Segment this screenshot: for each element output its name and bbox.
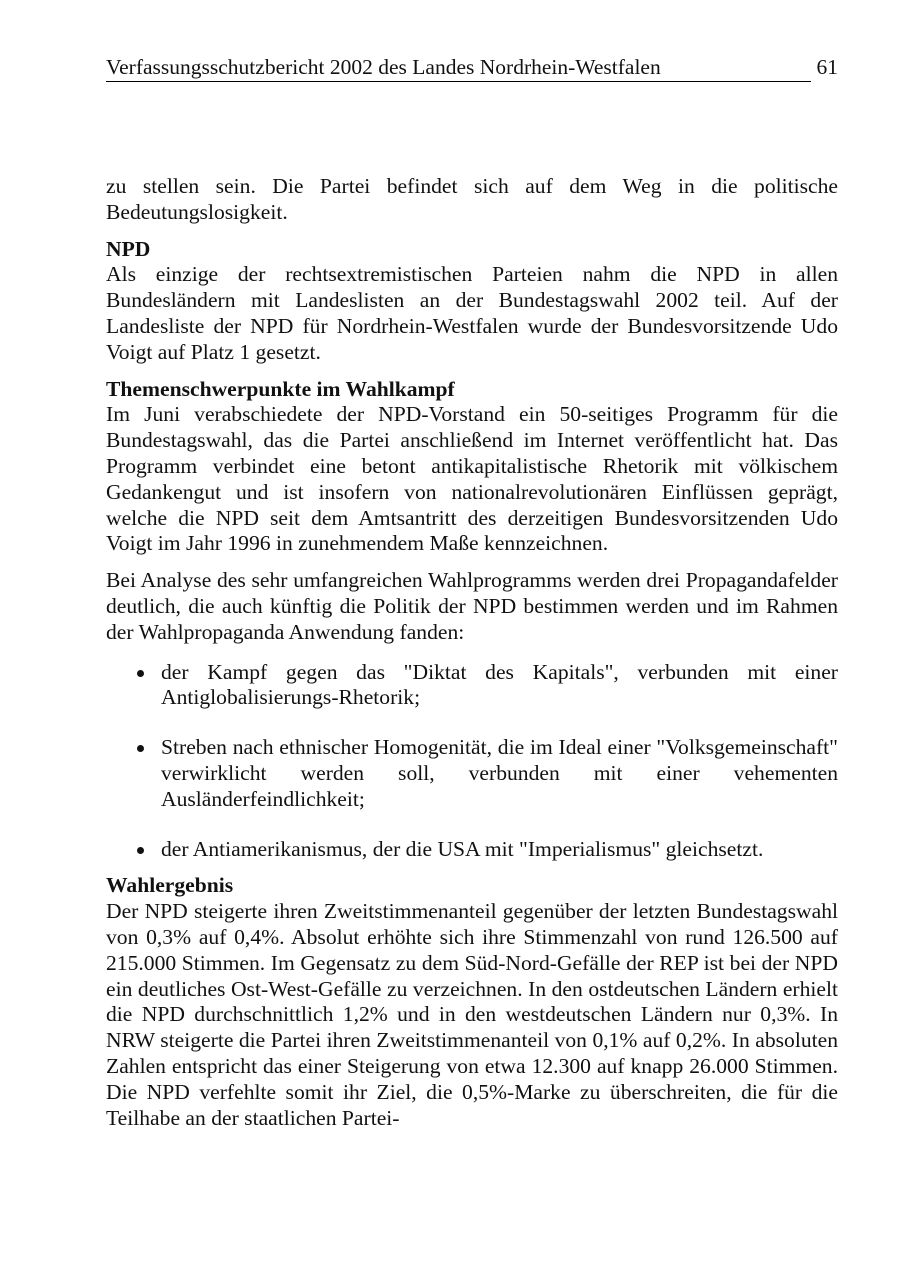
themen-heading: Themenschwerpunkte im Wahlkampf [106,376,455,401]
wahlergebnis-heading: Wahlergebnis [106,873,234,898]
npd-paragraph: Als einzige der rechtsextremistischen Parteien nahm die NPD in allen Bundesländern mit Landeslisten an der Bundestagswahl 2002 teil. Auf der Landesliste der NPD für Nordrhein-Westfalen wurde der Bundesvorsitzende Udo Voigt auf Platz 1 gesetzt. [106,262,838,364]
running-header-title: Verfassungsschutzbericht 2002 des Landes Nordrhein-Westfalen [106,55,661,79]
themen-paragraph-1: Im Juni verabschiedete der NPD-Vorstand ein 50-seitiges Programm für die Bundestagswahl, das die Partei anschließend im Internet veröffentlicht hat. Das Programm verbindet eine betont antikapitalistische Rhetorik mit völkischem Gedankengut und ist insofern von nationalrevolutionären Einflüssen geprägt, welche die NPD seit dem Amtsantritt des derzeitigen Bundesvorsitzenden Udo Voigt im Jahr 1996 in zunehmendem Maße kennzeichnen. [106,402,838,556]
intro-paragraph: zu stellen sein. Die Partei befindet sich auf dem Weg in die politische Bedeutungslosigkeit. [106,174,838,224]
list-item-text: der Antiamerikanismus, der die USA mit "Imperialismus" gleichsetzt. [161,836,764,861]
themen-paragraph-2: Bei Analyse des sehr umfangreichen Wahlprogramms werden drei Propagandafelder deutlich, die auch künftig die Politik der NPD bestimmen werden und im Rahmen der Wahlpropaganda Anwendung fanden: [106,568,838,644]
page-number: 61 [816,55,838,79]
header-rule [106,81,811,82]
bullet-icon [137,847,144,854]
bullet-icon [137,745,144,752]
wahlergebnis-paragraph: Der NPD steigerte ihren Zweitstimmenanteil gegenüber der letzten Bundestagswahl von 0,3% auf 0,4%. Absolut erhöhte sich ihre Stimmenzahl von rund 126.500 auf 215.000 Stimmen. Im Gegensatz zu dem Süd-Nord-Gefälle der REP ist bei der NPD ein deutliches Ost-West-Gefälle zu verzeichnen. In den ostdeutschen Ländern erhielt die NPD durchschnittlich 1,2% und in den westdeutschen Ländern nur 0,3%. In NRW steigerte die Partei ihren Zweitstimmenanteil von 0,1% auf 0,2%. In absoluten Zahlen entspricht das einer Steigerung von etwa 12.300 auf knapp 26.000 Stimmen. Die NPD verfehlte somit ihr Ziel, die 0,5%-Marke zu überschreiten, die für die Teilhabe an der staatlichen Partei- [106,899,838,1130]
list-item [106,660,838,712]
propaganda-list [106,660,838,863]
bullet-icon [137,670,144,677]
list-item-text: der Kampf gegen das "Diktat des Kapitals", verbunden mit einer Antiglobalisierungs-Rhetorik; [161,659,838,710]
npd-heading: NPD [106,236,151,261]
page-body [106,174,838,1131]
list-item [106,837,838,863]
page-header [106,52,838,84]
list-item-text: Streben nach ethnischer Homogenität, die im Ideal einer "Volksgemeinschaft" verwirklicht werden soll, verbunden mit einer vehementen Ausländerfeindlichkeit; [161,735,838,811]
list-item [106,735,838,812]
